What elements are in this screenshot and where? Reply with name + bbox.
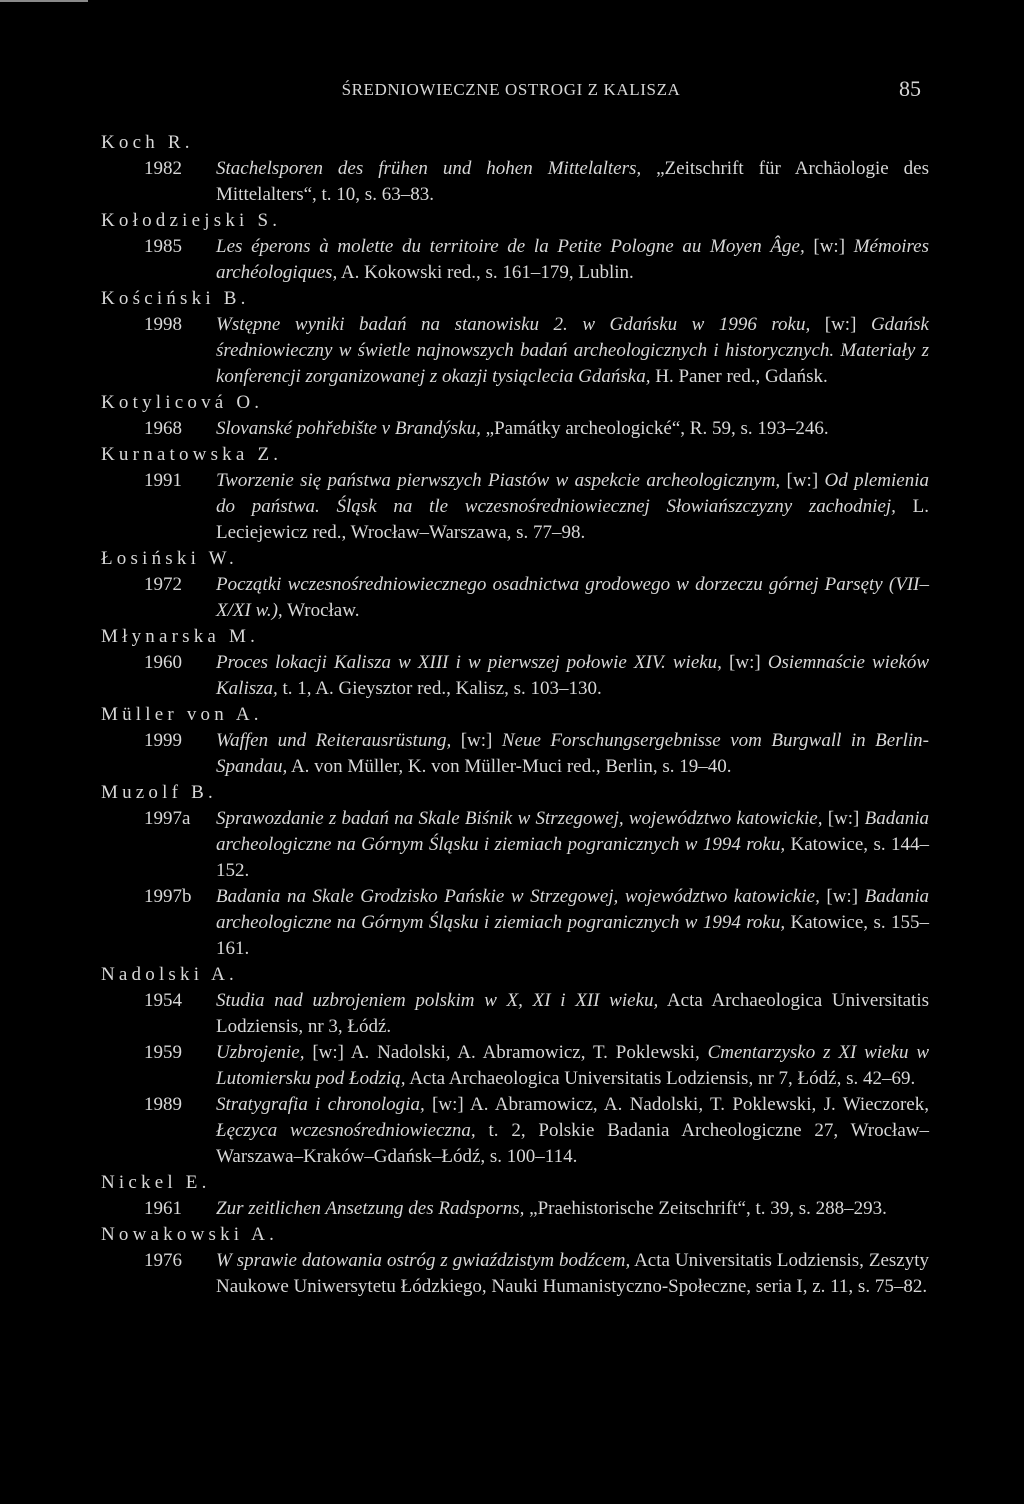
author-name: Koch R. (101, 132, 194, 153)
entry-details: Katowice, s. 144–152. (216, 834, 929, 881)
author-name: Młynarska M. (101, 626, 260, 647)
author-group (101, 546, 929, 624)
entry-details: Acta Archaeologica Universitatis Lodziensis, nr 7, Łódź, s. 42–69. (405, 1068, 916, 1089)
entry-title: Sprawozdanie z badań na Skale Biśnik w Strzegowej, województwo katowickie, (216, 808, 823, 829)
entry-details: Acta Universitatis Lodziensis, Zeszyty Naukowe Uniwersytetu Łódzkiego, Nauki Humanistyczno-Społeczne, seria I, z. 11, s. 75–82. (216, 1250, 929, 1297)
bibliography-entry (101, 156, 929, 208)
entry-text (216, 156, 929, 208)
entry-text (216, 1040, 929, 1092)
bibliography-entry (101, 416, 929, 442)
bibliography-list (101, 130, 929, 1300)
author-name: Kołodziejski S. (101, 210, 282, 231)
entry-text (216, 1196, 929, 1222)
author-name: Kurnatowska Z. (101, 444, 283, 465)
entry-text (216, 1092, 929, 1170)
author-name: Nickel E. (101, 1172, 211, 1193)
entry-title: Tworzenie się państwa pierwszych Piastów w aspekcie archeologicznym, (216, 470, 781, 491)
author-name: Muzolf B. (101, 782, 217, 803)
entry-title: Stachelsporen des frühen und hohen Mittelalters, (216, 158, 642, 179)
entry-title: Slovanské pohřebište v Brandýsku, (216, 418, 481, 439)
entry-text (216, 728, 929, 780)
entry-year: 1998 (144, 314, 182, 335)
entry-year: 1997a (144, 808, 191, 829)
entry-year: 1960 (144, 652, 182, 673)
entry-title: Cmentarzysko z XI wieku w Lutomiersku pod Łodzią, (216, 1042, 929, 1089)
entry-details: [w:] (451, 730, 502, 751)
entry-title: Badania archeologiczne na Górnym Śląsku i ziemiach pogranicznych w 1994 roku, (216, 886, 929, 933)
entry-details: A. von Müller, K. von Müller-Muci red., Berlin, s. 19–40. (287, 756, 732, 777)
entry-title: Wstępne wyniki badań na stanowisku 2. w Gdańsku w 1996 roku, (216, 314, 811, 335)
entry-year: 1991 (144, 470, 182, 491)
entry-details: [w:] A. Abramowicz, A. Nadolski, T. Poklewski, J. Wieczorek, (424, 1094, 929, 1115)
entry-details: [w:] (804, 236, 854, 257)
entry-year: 1999 (144, 730, 182, 751)
bibliography-entry (101, 884, 929, 962)
entry-text (216, 312, 929, 390)
bibliography-entry (101, 572, 929, 624)
entry-title: W sprawie datowania ostróg z gwiaździstym bodźcem, (216, 1250, 631, 1271)
entry-title: Waffen und Reiterausrüstung, (216, 730, 452, 751)
entry-title: Badania archeologiczne na Górnym Śląsku i ziemiach pogranicznych w 1994 roku, (216, 808, 930, 855)
entry-details: Wrocław. (282, 600, 360, 621)
entry-title: Studia nad uzbrojeniem polskim w X, XI i XII wieku, (216, 990, 659, 1011)
entry-text (216, 572, 929, 624)
entry-text (216, 650, 929, 702)
author-name: Müller von A. (101, 704, 263, 725)
entry-details: [w:] (780, 470, 825, 491)
page-number: 85 (899, 76, 921, 101)
entry-details: Katowice, s. 155–161. (216, 912, 929, 959)
entry-details: „Památky archeologické“, R. 59, s. 193–246. (480, 418, 829, 439)
entry-title: Od plemienia do państwa. Śląsk na tle wczesnośredniowiecznej Słowiańszczyzny zachodniej, (216, 470, 929, 517)
entry-title: Osiemnaście wieków Kalisza, (216, 652, 929, 699)
author-group (101, 1222, 929, 1300)
author-group (101, 130, 929, 208)
bibliography-entry (101, 650, 929, 702)
bibliography-entry (101, 312, 929, 390)
bibliography-entry (101, 1248, 929, 1300)
entry-text (216, 416, 929, 442)
entry-title: Zur zeitlichen Ansetzung des Radsporns, (216, 1198, 525, 1219)
entry-details: [w:] A. Nadolski, A. Abramowicz, T. Poklewski, (304, 1042, 708, 1063)
entry-year: 1989 (144, 1094, 182, 1115)
author-name: Nowakowski A. (101, 1224, 279, 1245)
entry-text (216, 884, 929, 962)
entry-details: [w:] (819, 886, 865, 907)
entry-year: 1959 (144, 1042, 182, 1063)
entry-title: Gdańsk średniowieczny w świetle najnowszych badań archeologicznych i historycznych. Materiały z konferencji zorganizowanej z okazji tysiąclecia Gdańska, (216, 314, 929, 387)
entry-title: Les éperons à molette du territoire de la Petite Pologne au Moyen Âge, (216, 236, 805, 257)
entry-details: „Praehistorische Zeitschrift“, t. 39, s. 288–293. (524, 1198, 887, 1219)
entry-details: t. 2, Polskie Badania Archeologiczne 27, Wrocław–Warszawa–Kraków–Gdańsk–Łódź, s. 100–114. (216, 1120, 929, 1167)
entry-title: Łęczyca wczesnośredniowieczna, (216, 1120, 476, 1141)
author-group (101, 962, 929, 1170)
entry-year: 1985 (144, 236, 182, 257)
entry-text (216, 988, 929, 1040)
entry-year: 1982 (144, 158, 182, 179)
bibliography-entry (101, 1196, 929, 1222)
entry-details: H. Paner red., Gdańsk. (650, 366, 828, 387)
author-group (101, 442, 929, 546)
entry-text (216, 234, 929, 286)
bibliography-entry (101, 806, 929, 884)
bibliography-entry (101, 728, 929, 780)
entry-title: Mémoires archéologiques, (216, 236, 929, 283)
entry-details: [w:] (721, 652, 768, 673)
entry-title: Stratygrafia i chronologia, (216, 1094, 425, 1115)
entry-year: 1954 (144, 990, 182, 1011)
author-group (101, 1170, 929, 1222)
author-name: Łosiński W. (101, 548, 238, 569)
entry-details: [w:] (822, 808, 865, 829)
entry-title: Neue Forschungsergebnisse vom Burgwall in Berlin-Spandau, (216, 730, 929, 777)
entry-details: „Zeitschrift für Archäologie des Mittelalters“, t. 10, s. 63–83. (216, 158, 929, 205)
running-title: ŚREDNIOWIECZNE OSTROGI Z KALISZA (341, 80, 681, 99)
author-group (101, 390, 929, 442)
entry-title: Proces lokacji Kalisza w XIII i w pierwszej połowie XIV. wieku, (216, 652, 722, 673)
bibliography-entry (101, 1092, 929, 1170)
entry-year: 1968 (144, 418, 182, 439)
author-group (101, 624, 929, 702)
entry-details: A. Kokowski red., s. 161–179, Lublin. (337, 262, 634, 283)
author-group (101, 286, 929, 390)
entry-title: Uzbrojenie, (216, 1042, 305, 1063)
bibliography-entry (101, 1040, 929, 1092)
entry-text (216, 1248, 929, 1300)
entry-year: 1976 (144, 1250, 182, 1271)
entry-details: [w:] (810, 314, 871, 335)
entry-text (216, 806, 929, 884)
author-group (101, 702, 929, 780)
bibliography-entry (101, 234, 929, 286)
entry-details: Acta Archaeologica Universitatis Lodziensis, nr 3, Łódź. (216, 990, 930, 1037)
page-header (101, 76, 921, 106)
entry-text (216, 468, 929, 546)
entry-title: Badania na Skale Grodzisko Pańskie w Strzegowej, województwo katowickie, (216, 886, 820, 907)
entry-details: L. Leciejewicz red., Wrocław–Warszawa, s. 77–98. (216, 496, 929, 543)
scan-edge-line (0, 0, 88, 2)
author-group (101, 780, 929, 962)
entry-year: 1961 (144, 1198, 182, 1219)
bibliography-entry (101, 988, 929, 1040)
author-name: Nadolski A. (101, 964, 238, 985)
entry-year: 1997b (144, 886, 192, 907)
entry-details: t. 1, A. Gieysztor red., Kalisz, s. 103–130. (277, 678, 602, 699)
bibliography-entry (101, 468, 929, 546)
author-name: Kotylicová O. (101, 392, 264, 413)
author-group (101, 208, 929, 286)
entry-title: Początki wczesnośredniowiecznego osadnictwa grodowego w dorzeczu górnej Parsęty (VII–X/XI w.), (216, 574, 929, 621)
author-name: Kościński B. (101, 288, 250, 309)
entry-year: 1972 (144, 574, 182, 595)
